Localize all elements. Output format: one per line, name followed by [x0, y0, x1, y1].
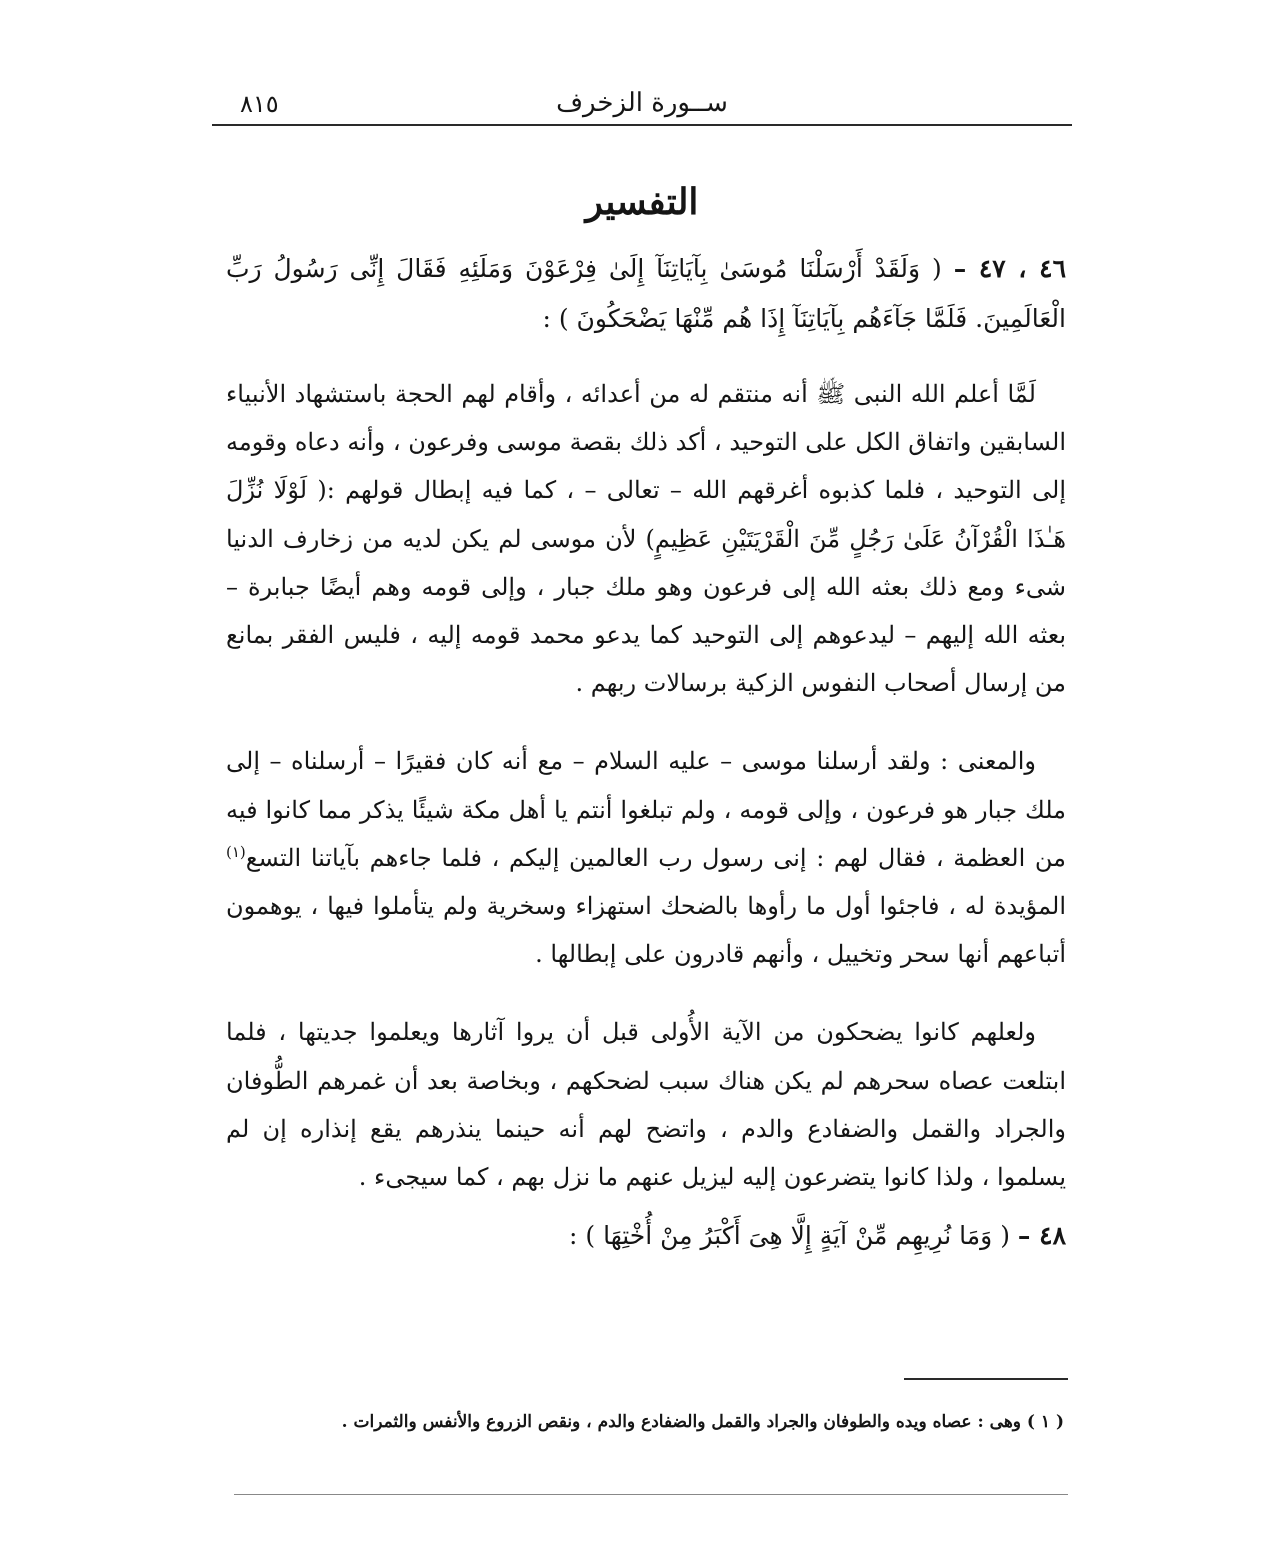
section-title: التفسير [585, 181, 699, 223]
verse-46-47 [226, 244, 1066, 344]
verse-text: ( وَلَقَدْ أَرْسَلْنَا مُوسَىٰ بِآيَاتِنَآ إِلَىٰ فِرْعَوْنَ وَمَلَئِهِ فَقَالَ إِنِّى رَسُولُ رَبِّ الْعَالَمِينَ. فَلَمَّا جَآءَهُم بِآيَاتِنَآ إِذَا هُم مِّنْهَا يَضْحَكُونَ ) : [226, 254, 1066, 333]
verse-text: ( وَمَا نُرِيهِم مِّنْ آيَةٍ إِلَّا هِىَ أَكْبَرُ مِنْ أُخْتِهَا ) : [569, 1221, 1010, 1251]
running-title: ســورة الزخرف [556, 88, 728, 118]
scan-edge-line [234, 1494, 1068, 1495]
verse-number: ٤٦ ، ٤٧ – [953, 254, 1066, 283]
meaning-text-end: المؤيدة له ، فاجئوا أول ما رأوها بالضحك استهزاء وسخرية ولم يتأملوا فيها ، يوهمون أتباعهم أنها سحر وتخييل ، وأنهم قادرون على إبطالها . [226, 892, 1066, 969]
header-rule [212, 124, 1072, 126]
verse-number: ٤٨ – [1017, 1221, 1066, 1251]
verse-48 [226, 1211, 1066, 1261]
footnote: ( ١ ) وهى : عصاه ويده والطوفان والجراد والقمل والضفادع والدم ، ونقص الزروع والأنفس والثمرات . [341, 1412, 1064, 1432]
footnote-reference[interactable]: (١) [226, 842, 246, 861]
main-text [226, 244, 1066, 1287]
page-number: ٨١٥ [240, 90, 279, 118]
meaning-text-start: والمعنى : ولقد أرسلنا موسى – عليه السلام – مع أنه كان فقيرًا – أرسلناه – إلى ملك جبار هو فرعون ، وإلى قومه ، ولم تبلغوا أنتم يا أهل مكة شيئًا يذكر مما كانوا فيه من العظمة ، فقال لهم : إنى رسول رب العالمين إليكم ، فلما جاءهم بآياتنا التسع [226, 747, 1066, 872]
footnote-rule [904, 1378, 1068, 1380]
paragraph-laughter: ولعلهم كانوا يضحكون من الآية الأُولى قبل أن يروا آثارها ويعلموا جديتها ، فلما ابتلعت عصاه سحرهم لم يكن هناك سبب لضحكهم ، وبخاصة بعد أن غمرهم الطُّوفان والجراد والقمل والضفادع والدم ، واتضح لهم أنه حينما ينذرهم يقع إنذاره إن لم يسلموا ، ولذا كانوا يتضرعون إليه ليزيل عنهم ما نزل بهم ، كما سيجىء . [226, 1018, 1067, 1192]
paragraph-meaning [226, 737, 1066, 978]
paragraph-context: لَمَّا أعلم الله النبى ﷺ أنه منتقم له من أعدائه ، وأقام لهم الحجة باستشهاد الأنبياء السابقين واتفاق الكل على التوحيد ، أكد ذلك بقصة موسى وفرعون ، وأنه دعاه وقومه إلى التوحيد ، فلما كذبوه أغرقهم الله – تعالى – ، كما فيه إبطال قولهم :( لَوْلَا نُزِّلَ هَـٰذَا الْقُرْآنُ عَلَىٰ رَجُلٍ مِّنَ الْقَرْيَتَيْنِ عَظِيمٍ) لأن موسى لم يكن لديه من زخارف الدنيا شىء ومع ذلك بعثه الله إلى فرعون وهو ملك جبار ، وإلى قومه وهم أيضًا جبابرة – بعثه الله إليهم – ليدعوهم إلى التوحيد كما يدعو محمد قومه إليه ، فليس الفقر بمانع من إرسال أصحاب النفوس الزكية برسالات ربهم . [226, 380, 1067, 698]
page-header [212, 86, 1072, 124]
